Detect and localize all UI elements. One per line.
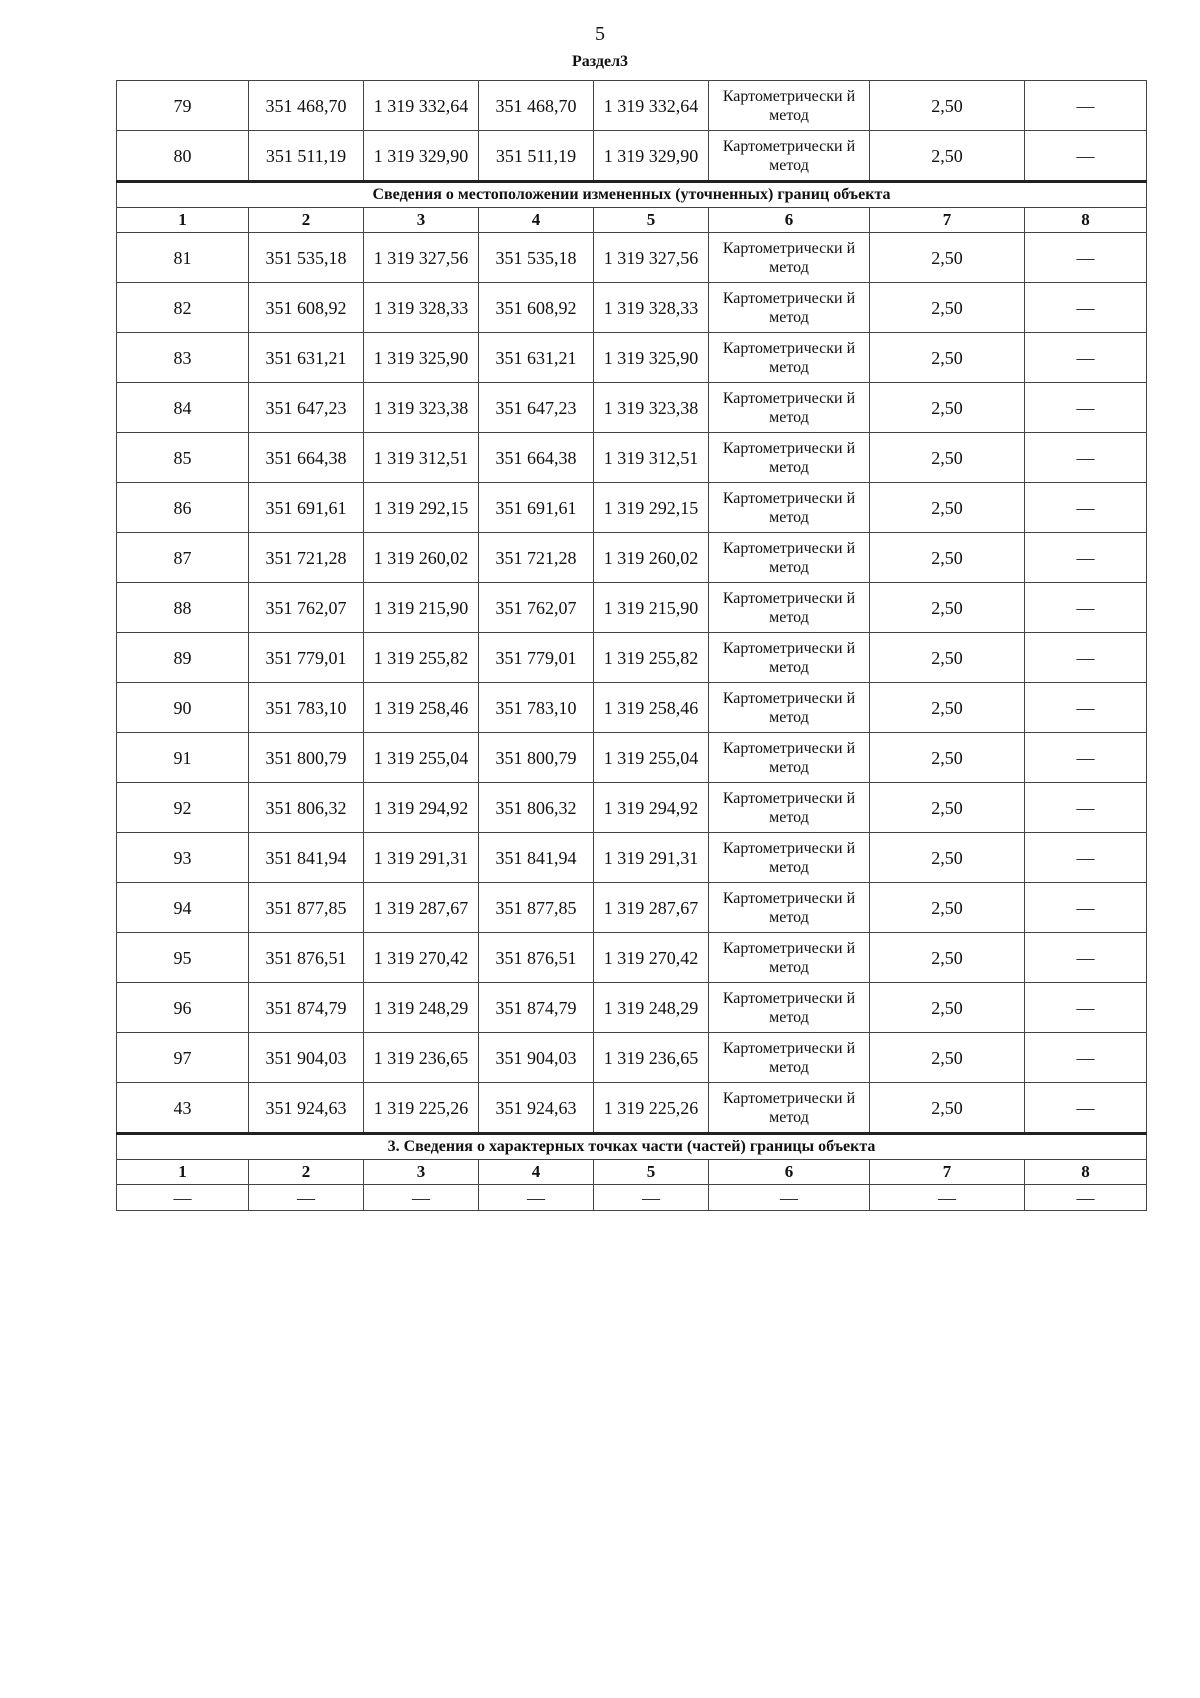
x-new-cell: 351 664,38 [479,433,594,483]
table-row [117,383,1147,433]
y-new-cell: 1 319 255,04 [594,733,709,783]
method-cell: Картометрически й метод [709,333,870,383]
x-existing-cell: 351 468,70 [249,81,364,131]
y-existing-cell: 1 319 287,67 [364,883,479,933]
table-row [117,533,1147,583]
note-cell: — [1025,783,1147,833]
y-new-cell: 1 319 258,46 [594,683,709,733]
y-existing-cell: 1 319 328,33 [364,283,479,333]
point-number-cell: 43 [117,1083,249,1134]
x-existing-cell: 351 631,21 [249,333,364,383]
y-existing-cell: 1 319 236,65 [364,1033,479,1083]
x-new-cell: 351 874,79 [479,983,594,1033]
method-cell: Картометрически й метод [709,833,870,883]
table-row [117,283,1147,333]
point-number-cell: 97 [117,1033,249,1083]
x-new-cell: — [479,1185,594,1211]
y-existing-cell: 1 319 260,02 [364,533,479,583]
x-existing-cell: 351 721,28 [249,533,364,583]
note-cell: — [1025,1033,1147,1083]
x-existing-cell: 351 691,61 [249,483,364,533]
point-number-cell: 84 [117,383,249,433]
y-existing-cell: 1 319 312,51 [364,433,479,483]
accuracy-cell: 2,50 [870,233,1025,283]
x-existing-cell: 351 876,51 [249,933,364,983]
column-number: 1 [117,208,249,233]
point-number-cell: 85 [117,433,249,483]
x-existing-cell: 351 779,01 [249,633,364,683]
y-new-cell: 1 319 287,67 [594,883,709,933]
note-cell: — [1025,683,1147,733]
note-cell: — [1025,733,1147,783]
x-new-cell: 351 904,03 [479,1033,594,1083]
y-new-cell: 1 319 236,65 [594,1033,709,1083]
y-new-cell: 1 319 225,26 [594,1083,709,1134]
accuracy-cell: 2,50 [870,483,1025,533]
accuracy-cell: 2,50 [870,633,1025,683]
x-new-cell: 351 877,85 [479,883,594,933]
note-cell: — [1025,933,1147,983]
y-existing-cell: 1 319 327,56 [364,233,479,283]
section-3-title: 3. Сведения о характерных точках части (частей) границы объекта [117,1134,1147,1160]
x-existing-cell: 351 800,79 [249,733,364,783]
accuracy-cell: 2,50 [870,333,1025,383]
y-new-cell: 1 319 332,64 [594,81,709,131]
accuracy-cell: 2,50 [870,283,1025,333]
column-number: 8 [1025,208,1147,233]
column-number: 4 [479,208,594,233]
y-new-cell: 1 319 255,82 [594,633,709,683]
table-row [117,1033,1147,1083]
x-new-cell: 351 535,18 [479,233,594,283]
y-new-cell: 1 319 270,42 [594,933,709,983]
y-existing-cell: 1 319 292,15 [364,483,479,533]
y-new-cell: 1 319 323,38 [594,383,709,433]
point-number-cell: 79 [117,81,249,131]
table-row [117,1083,1147,1134]
point-number-cell: 89 [117,633,249,683]
method-cell: Картометрически й метод [709,383,870,433]
point-number-cell: 80 [117,131,249,182]
note-cell: — [1025,433,1147,483]
x-existing-cell: 351 783,10 [249,683,364,733]
point-number-cell: 83 [117,333,249,383]
y-new-cell: — [594,1185,709,1211]
column-number: 2 [249,208,364,233]
table-row [117,333,1147,383]
accuracy-cell: 2,50 [870,683,1025,733]
method-cell: Картометрически й метод [709,81,870,131]
note-cell: — [1025,81,1147,131]
table-body [117,81,1147,1211]
accuracy-cell: 2,50 [870,733,1025,783]
y-existing-cell: 1 319 215,90 [364,583,479,633]
y-existing-cell: 1 319 329,90 [364,131,479,182]
y-new-cell: 1 319 292,15 [594,483,709,533]
x-new-cell: 351 876,51 [479,933,594,983]
x-new-cell: 351 691,61 [479,483,594,533]
x-existing-cell: 351 762,07 [249,583,364,633]
note-cell: — [1025,233,1147,283]
note-cell: — [1025,483,1147,533]
y-new-cell: 1 319 294,92 [594,783,709,833]
column-number-row [117,208,1147,233]
x-existing-cell: 351 904,03 [249,1033,364,1083]
y-new-cell: 1 319 291,31 [594,833,709,883]
note-cell: — [1025,583,1147,633]
note-cell: — [1025,983,1147,1033]
point-number-cell: 95 [117,933,249,983]
y-new-cell: 1 319 248,29 [594,983,709,1033]
x-new-cell: 351 800,79 [479,733,594,783]
x-new-cell: 351 779,01 [479,633,594,683]
accuracy-cell: 2,50 [870,1083,1025,1134]
table-row [117,783,1147,833]
method-cell: Картометрически й метод [709,1083,870,1134]
table-row [117,933,1147,983]
x-existing-cell: 351 924,63 [249,1083,364,1134]
note-cell: — [1025,833,1147,883]
x-new-cell: 351 924,63 [479,1083,594,1134]
note-cell: — [1025,533,1147,583]
column-number: 1 [117,1160,249,1185]
x-existing-cell: 351 877,85 [249,883,364,933]
note-cell: — [1025,383,1147,433]
y-new-cell: 1 319 312,51 [594,433,709,483]
section-2-title: Сведения о местоположении измененных (уточненных) границ объекта [117,182,1147,208]
x-existing-cell: 351 608,92 [249,283,364,333]
x-existing-cell: — [249,1185,364,1211]
point-number-cell: — [117,1185,249,1211]
boundary-points-table [116,80,1147,1211]
method-cell: Картометрически й метод [709,131,870,182]
point-number-cell: 94 [117,883,249,933]
x-existing-cell: 351 647,23 [249,383,364,433]
column-number-row [117,1160,1147,1185]
table-row [117,833,1147,883]
accuracy-cell: 2,50 [870,131,1025,182]
method-cell: Картометрически й метод [709,583,870,633]
section-2-title-row [117,182,1147,208]
point-number-cell: 87 [117,533,249,583]
accuracy-cell: 2,50 [870,81,1025,131]
y-new-cell: 1 319 328,33 [594,283,709,333]
y-existing-cell: 1 319 248,29 [364,983,479,1033]
y-existing-cell: 1 319 291,31 [364,833,479,883]
note-cell: — [1025,283,1147,333]
y-new-cell: 1 319 327,56 [594,233,709,283]
note-cell: — [1025,333,1147,383]
column-number: 5 [594,208,709,233]
column-number: 3 [364,1160,479,1185]
x-new-cell: 351 806,32 [479,783,594,833]
table-row [117,683,1147,733]
section-3-title-row [117,1134,1147,1160]
note-cell: — [1025,883,1147,933]
point-number-cell: 88 [117,583,249,633]
table-row [117,633,1147,683]
column-number: 2 [249,1160,364,1185]
y-existing-cell: 1 319 258,46 [364,683,479,733]
table-row [117,81,1147,131]
table-row [117,1185,1147,1211]
point-number-cell: 92 [117,783,249,833]
accuracy-cell: 2,50 [870,1033,1025,1083]
point-number-cell: 90 [117,683,249,733]
method-cell: — [709,1185,870,1211]
method-cell: Картометрически й метод [709,733,870,783]
accuracy-cell: 2,50 [870,533,1025,583]
method-cell: Картометрически й метод [709,983,870,1033]
section-title: Раздел3 [571,53,629,70]
table-row [117,483,1147,533]
method-cell: Картометрически й метод [709,683,870,733]
x-existing-cell: 351 841,94 [249,833,364,883]
accuracy-cell: 2,50 [870,583,1025,633]
accuracy-cell: 2,50 [870,933,1025,983]
x-new-cell: 351 841,94 [479,833,594,883]
point-number-cell: 82 [117,283,249,333]
column-number: 7 [870,1160,1025,1185]
x-new-cell: 351 783,10 [479,683,594,733]
table-row [117,733,1147,783]
x-new-cell: 351 762,07 [479,583,594,633]
x-new-cell: 351 631,21 [479,333,594,383]
y-new-cell: 1 319 329,90 [594,131,709,182]
table-row [117,233,1147,283]
x-new-cell: 351 511,19 [479,131,594,182]
column-number: 4 [479,1160,594,1185]
note-cell: — [1025,633,1147,683]
method-cell: Картометрически й метод [709,283,870,333]
table-row [117,131,1147,182]
accuracy-cell: 2,50 [870,433,1025,483]
y-existing-cell: 1 319 255,04 [364,733,479,783]
method-cell: Картометрически й метод [709,483,870,533]
accuracy-cell: — [870,1185,1025,1211]
y-existing-cell: 1 319 325,90 [364,333,479,383]
y-existing-cell: 1 319 332,64 [364,81,479,131]
accuracy-cell: 2,50 [870,383,1025,433]
column-number: 3 [364,208,479,233]
x-new-cell: 351 721,28 [479,533,594,583]
table-row [117,983,1147,1033]
x-existing-cell: 351 535,18 [249,233,364,283]
y-existing-cell: 1 319 270,42 [364,933,479,983]
y-new-cell: 1 319 260,02 [594,533,709,583]
y-existing-cell: 1 319 294,92 [364,783,479,833]
table-row [117,583,1147,633]
point-number-cell: 91 [117,733,249,783]
accuracy-cell: 2,50 [870,833,1025,883]
x-new-cell: 351 647,23 [479,383,594,433]
y-existing-cell: 1 319 323,38 [364,383,479,433]
method-cell: Картометрически й метод [709,1033,870,1083]
x-existing-cell: 351 664,38 [249,433,364,483]
column-number: 5 [594,1160,709,1185]
point-number-cell: 93 [117,833,249,883]
point-number-cell: 96 [117,983,249,1033]
y-existing-cell: 1 319 225,26 [364,1083,479,1134]
y-new-cell: 1 319 325,90 [594,333,709,383]
x-new-cell: 351 468,70 [479,81,594,131]
y-new-cell: 1 319 215,90 [594,583,709,633]
point-number-cell: 86 [117,483,249,533]
accuracy-cell: 2,50 [870,983,1025,1033]
page-number: 5 [595,23,605,45]
method-cell: Картометрически й метод [709,433,870,483]
method-cell: Картометрически й метод [709,533,870,583]
method-cell: Картометрически й метод [709,233,870,283]
column-number: 6 [709,208,870,233]
y-existing-cell: — [364,1185,479,1211]
accuracy-cell: 2,50 [870,883,1025,933]
column-number: 6 [709,1160,870,1185]
column-number: 8 [1025,1160,1147,1185]
x-existing-cell: 351 806,32 [249,783,364,833]
note-cell: — [1025,1083,1147,1134]
method-cell: Картометрически й метод [709,883,870,933]
point-number-cell: 81 [117,233,249,283]
note-cell: — [1025,1185,1147,1211]
x-existing-cell: 351 874,79 [249,983,364,1033]
method-cell: Картометрически й метод [709,933,870,983]
method-cell: Картометрически й метод [709,633,870,683]
table-row [117,433,1147,483]
column-number: 7 [870,208,1025,233]
note-cell: — [1025,131,1147,182]
x-existing-cell: 351 511,19 [249,131,364,182]
y-existing-cell: 1 319 255,82 [364,633,479,683]
x-new-cell: 351 608,92 [479,283,594,333]
accuracy-cell: 2,50 [870,783,1025,833]
method-cell: Картометрически й метод [709,783,870,833]
table-row [117,883,1147,933]
